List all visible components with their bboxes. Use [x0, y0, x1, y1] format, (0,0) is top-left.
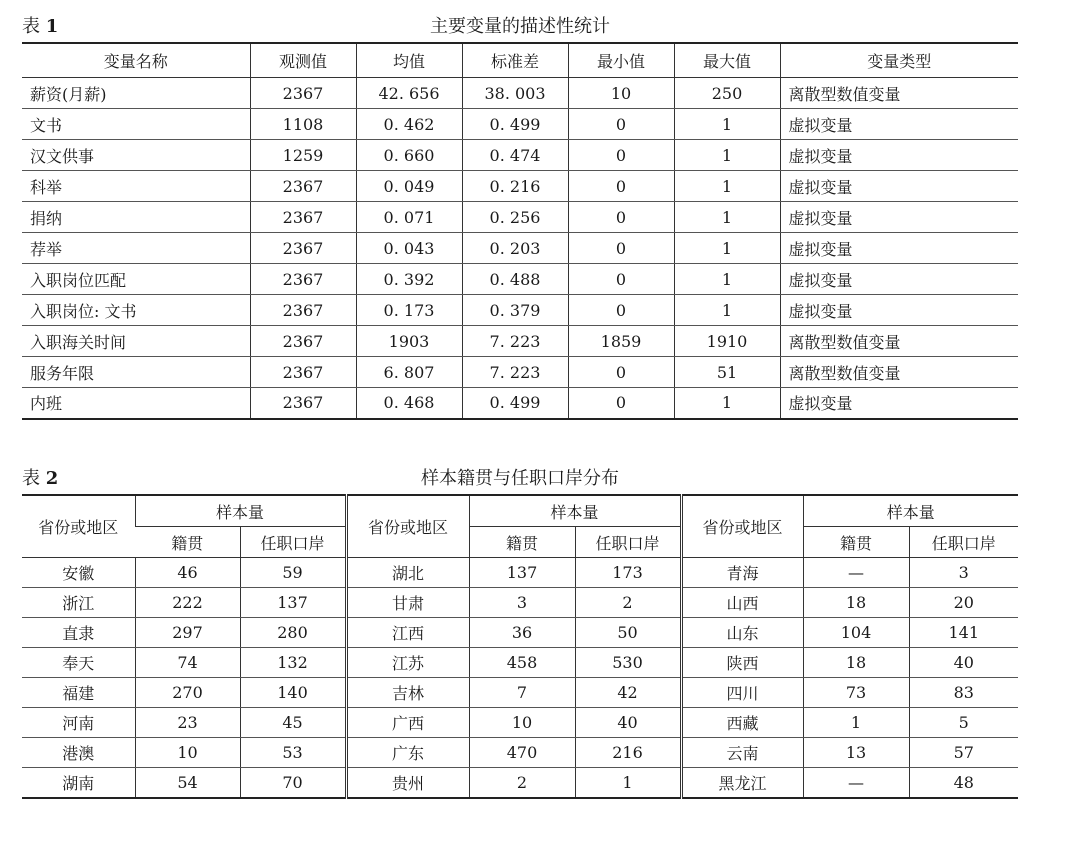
variable-name-cell: 薪资(月薪): [22, 78, 250, 109]
variable-type-cell: 虚拟变量: [780, 388, 1018, 419]
stat-cell: 51: [674, 357, 780, 388]
table2-label: 表 2: [22, 468, 59, 489]
header-origin-1: 籍贯: [135, 527, 240, 558]
stat-cell: 2367: [250, 233, 356, 264]
origin-count-cell: 46: [135, 558, 240, 588]
stat-cell: 0. 173: [356, 295, 462, 326]
region-cell: 港澳: [22, 738, 135, 768]
origin-count-cell: 73: [803, 678, 909, 708]
stat-cell: 1259: [250, 140, 356, 171]
stat-cell: 0. 499: [462, 388, 568, 419]
stat-cell: 0: [568, 171, 674, 202]
variable-name-cell: 内班: [30, 394, 63, 414]
variable-type-cell: 虚拟变量: [780, 264, 1018, 295]
origin-count-cell: 10: [135, 738, 240, 768]
table-row: [22, 357, 1018, 388]
region-cell: 广西: [346, 708, 469, 738]
stat-cell: 0: [568, 109, 674, 140]
origin-count-cell: 104: [803, 618, 909, 648]
header-region-2: 省份或地区: [346, 495, 469, 558]
variable-type-cell: 虚拟变量: [780, 233, 1018, 264]
stat-cell: 2367: [250, 78, 356, 109]
stat-cell: 0. 474: [462, 140, 568, 171]
region-cell: 福建: [22, 678, 135, 708]
port-count-cell: 137: [240, 588, 346, 618]
port-count-cell: 141: [909, 618, 1018, 648]
port-count-cell: 42: [575, 678, 681, 708]
header-observations: 观测值: [250, 43, 356, 78]
header-variable-name: 变量名称: [22, 43, 250, 78]
stat-cell: 0. 049: [356, 171, 462, 202]
table-row: [22, 768, 1018, 799]
stat-cell: 0: [568, 388, 674, 419]
header-port-2: 任职口岸: [575, 527, 681, 558]
header-max: 最大值: [674, 43, 780, 78]
stat-cell: 0. 468: [356, 388, 462, 419]
stat-cell: 1: [674, 295, 780, 326]
header-origin-3: 籍贯: [803, 527, 909, 558]
stat-cell: 0: [568, 264, 674, 295]
stat-cell: 10: [568, 78, 674, 109]
region-cell: 四川: [681, 678, 803, 708]
stat-cell: 1: [674, 171, 780, 202]
header-region-1: 省份或地区: [22, 495, 135, 558]
origin-count-cell: 270: [135, 678, 240, 708]
port-count-cell: 173: [575, 558, 681, 588]
region-cell: 甘肃: [346, 588, 469, 618]
origin-count-cell: 222: [135, 588, 240, 618]
table-row: [22, 202, 1018, 233]
stat-cell: 1: [674, 140, 780, 171]
origin-count-cell: 10: [469, 708, 575, 738]
stat-cell: 250: [674, 78, 780, 109]
region-cell: 青海: [681, 558, 803, 588]
origin-count-cell: 3: [469, 588, 575, 618]
origin-port-distribution-table: [22, 494, 1018, 799]
stat-cell: 1903: [356, 326, 462, 357]
stat-cell: 0. 392: [356, 264, 462, 295]
stat-cell: 2367: [250, 388, 356, 419]
region-cell: 湖北: [346, 558, 469, 588]
region-cell: 西藏: [681, 708, 803, 738]
variable-name-cell: 荐举: [22, 233, 250, 264]
port-count-cell: 20: [909, 588, 1018, 618]
port-count-cell: 70: [240, 768, 346, 799]
variable-name-cell: 文书: [22, 109, 250, 140]
stat-cell: 1: [674, 109, 780, 140]
stat-cell: 2367: [250, 326, 356, 357]
table2-title: 样本籍贯与任职口岸分布: [421, 468, 619, 489]
region-cell: 江苏: [346, 648, 469, 678]
region-cell: 广东: [346, 738, 469, 768]
port-count-cell: 57: [909, 738, 1018, 768]
port-count-cell: 40: [909, 648, 1018, 678]
stat-cell: 0: [568, 202, 674, 233]
variable-type-cell: 离散型数值变量: [780, 326, 1018, 357]
port-count-cell: 530: [575, 648, 681, 678]
port-count-cell: 59: [240, 558, 346, 588]
region-cell: 浙江: [22, 588, 135, 618]
stat-cell: 1: [674, 233, 780, 264]
header-sample-3: 样本量: [803, 495, 1018, 527]
stat-cell: 0. 043: [356, 233, 462, 264]
origin-count-cell: 470: [469, 738, 575, 768]
header-sample-2: 样本量: [469, 495, 681, 527]
header-std-dev: 标准差: [462, 43, 568, 78]
port-count-cell: 132: [240, 648, 346, 678]
variable-name-cell: 服务年限: [22, 357, 250, 388]
variable-type-cell: 虚拟变量: [780, 140, 1018, 171]
table-row: [22, 326, 1018, 357]
port-count-cell: 3: [909, 558, 1018, 588]
port-count-cell: 5: [909, 708, 1018, 738]
port-count-cell: 216: [575, 738, 681, 768]
origin-count-cell: 54: [135, 768, 240, 799]
variable-name-cell: 汉文供事: [22, 140, 250, 171]
header-sample-1: 样本量: [135, 495, 346, 527]
stat-cell: 0. 256: [462, 202, 568, 233]
region-cell: 山西: [681, 588, 803, 618]
table-row: [22, 588, 1018, 618]
table-row: [22, 708, 1018, 738]
stat-cell: 7. 223: [462, 357, 568, 388]
region-cell: 江西: [346, 618, 469, 648]
origin-count-cell: 2: [469, 768, 575, 799]
table-row: [22, 78, 1018, 109]
stat-cell: 0: [568, 357, 674, 388]
origin-count-cell: 18: [803, 588, 909, 618]
region-cell: 湖南: [62, 774, 95, 793]
origin-count-cell: —: [803, 558, 909, 588]
variable-name-cell: 入职岗位: 文书: [22, 295, 250, 326]
table-row: [22, 678, 1018, 708]
port-count-cell: 40: [575, 708, 681, 738]
origin-count-cell: 458: [469, 648, 575, 678]
stat-cell: 2367: [250, 295, 356, 326]
region-cell: 吉林: [346, 678, 469, 708]
table-row: [22, 109, 1018, 140]
stat-cell: 1: [674, 388, 780, 419]
port-count-cell: 280: [240, 618, 346, 648]
table-row: [22, 388, 1018, 419]
stat-cell: 6. 807: [356, 357, 462, 388]
variable-name-cell: 入职海关时间: [22, 326, 250, 357]
table1-caption: [0, 8, 1080, 38]
port-count-cell: 45: [240, 708, 346, 738]
variable-name-cell: 捐纳: [22, 202, 250, 233]
header-port-1: 任职口岸: [240, 527, 346, 558]
origin-count-cell: 23: [135, 708, 240, 738]
table2-caption: [0, 460, 1080, 490]
origin-count-cell: 13: [803, 738, 909, 768]
stat-cell: 0: [568, 140, 674, 171]
stat-cell: 7. 223: [462, 326, 568, 357]
variable-type-cell: 虚拟变量: [780, 109, 1018, 140]
region-cell: 安徽: [22, 558, 135, 588]
header-region-3: 省份或地区: [681, 495, 803, 558]
header-min: 最小值: [568, 43, 674, 78]
origin-count-cell: 1: [803, 708, 909, 738]
stat-cell: 0: [568, 295, 674, 326]
stat-cell: 0. 379: [462, 295, 568, 326]
stat-cell: 2367: [250, 357, 356, 388]
region-cell: 陕西: [681, 648, 803, 678]
variable-type-cell: 离散型数值变量: [780, 357, 1018, 388]
stat-cell: 1: [674, 264, 780, 295]
variable-name-cell: 科举: [22, 171, 250, 202]
origin-count-cell: 36: [469, 618, 575, 648]
table-row: [22, 738, 1018, 768]
table-row: [22, 171, 1018, 202]
variable-name-cell: 入职岗位匹配: [22, 264, 250, 295]
table-row: [22, 558, 1018, 588]
stat-cell: 1910: [674, 326, 780, 357]
origin-count-cell: 137: [469, 558, 575, 588]
table1-label: 表 1: [22, 16, 59, 37]
table-row: [22, 264, 1018, 295]
stat-cell: 0. 071: [356, 202, 462, 233]
header-origin-2: 籍贯: [469, 527, 575, 558]
descriptive-stats-table: [22, 42, 1018, 420]
region-cell: 贵州: [346, 768, 469, 799]
region-cell: 河南: [22, 708, 135, 738]
port-count-cell: 50: [575, 618, 681, 648]
origin-count-cell: 7: [469, 678, 575, 708]
header-mean: 均值: [356, 43, 462, 78]
stat-cell: 38. 003: [462, 78, 568, 109]
region-cell: 直隶: [22, 618, 135, 648]
region-cell: 黑龙江: [681, 768, 803, 799]
stat-cell: 1: [674, 202, 780, 233]
stat-cell: 42. 656: [356, 78, 462, 109]
stat-cell: 0. 660: [356, 140, 462, 171]
port-count-cell: 83: [909, 678, 1018, 708]
region-cell: 云南: [681, 738, 803, 768]
variable-type-cell: 虚拟变量: [780, 202, 1018, 233]
table-row: [22, 648, 1018, 678]
variable-type-cell: 虚拟变量: [780, 295, 1018, 326]
region-cell: 山东: [681, 618, 803, 648]
port-count-cell: 2: [575, 588, 681, 618]
stat-cell: 0. 203: [462, 233, 568, 264]
port-count-cell: 53: [240, 738, 346, 768]
origin-count-cell: 18: [803, 648, 909, 678]
origin-count-cell: 297: [135, 618, 240, 648]
table-row: [22, 618, 1018, 648]
table-row: [22, 233, 1018, 264]
origin-count-cell: —: [803, 768, 909, 799]
stat-cell: 1108: [250, 109, 356, 140]
stat-cell: 2367: [250, 171, 356, 202]
table1-title: 主要变量的描述性统计: [430, 16, 610, 37]
header-port-3: 任职口岸: [909, 527, 1018, 558]
stat-cell: 2367: [250, 202, 356, 233]
port-count-cell: 48: [909, 768, 1018, 799]
variable-type-cell: 虚拟变量: [780, 171, 1018, 202]
variable-type-cell: 离散型数值变量: [780, 78, 1018, 109]
region-cell: 奉天: [22, 648, 135, 678]
table-row: [22, 140, 1018, 171]
stat-cell: 1859: [568, 326, 674, 357]
stat-cell: 0. 216: [462, 171, 568, 202]
port-count-cell: 1: [575, 768, 681, 799]
stat-cell: 0. 488: [462, 264, 568, 295]
stat-cell: 0. 462: [356, 109, 462, 140]
stat-cell: 0: [568, 233, 674, 264]
table-row: [22, 295, 1018, 326]
stat-cell: 0. 499: [462, 109, 568, 140]
origin-count-cell: 74: [135, 648, 240, 678]
header-variable-type: 变量类型: [780, 43, 1018, 78]
stat-cell: 2367: [250, 264, 356, 295]
port-count-cell: 140: [240, 678, 346, 708]
